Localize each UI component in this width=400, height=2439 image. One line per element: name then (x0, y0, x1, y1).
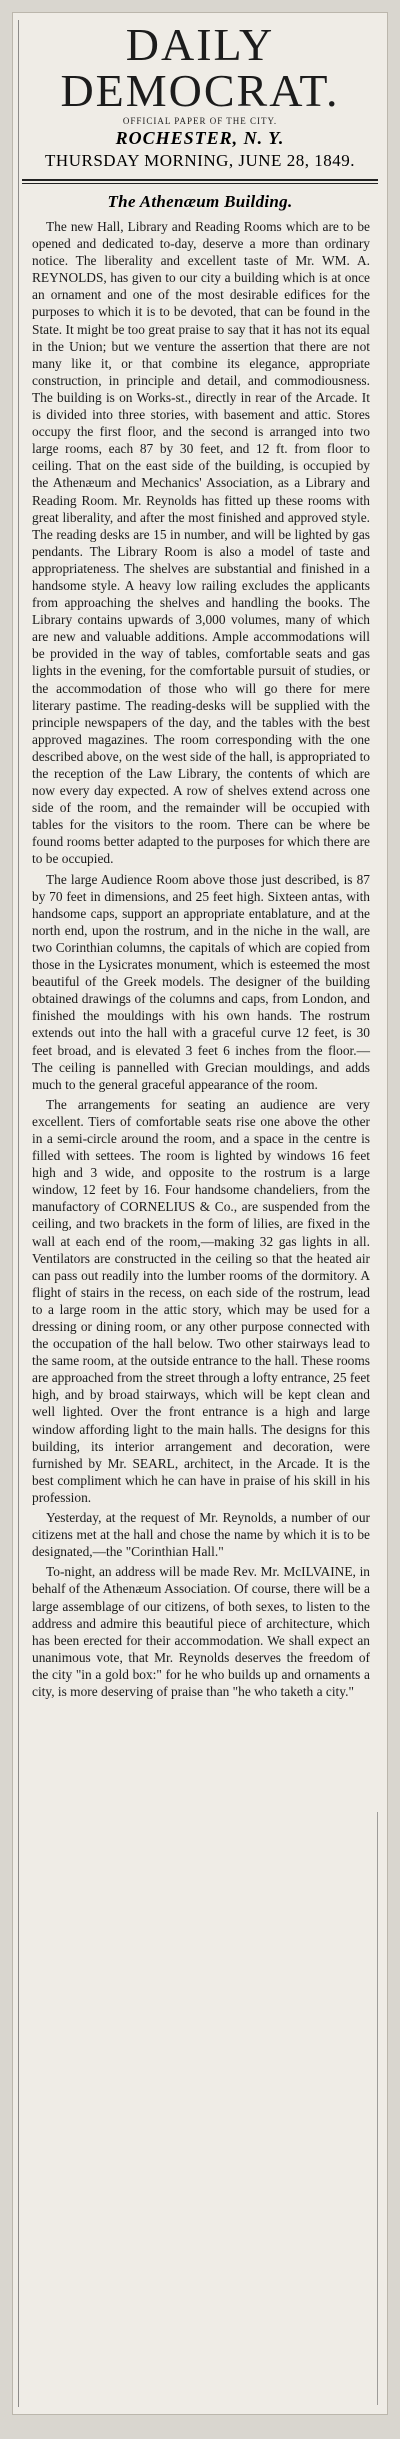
column-rule-right (377, 1812, 378, 2405)
masthead (12, 12, 388, 175)
article-paragraph: To-night, an address will be made Rev. Mr. McILVAINE, in behalf of the Athenæum Association. Of course, there will be a large assemblage of our citizens, of both sexes, to listen to the address and admire this beautiful piece of architecture, which has been erected for their accommodation. We shall expect an unanimous vote, that Mr. Reynolds deserves the freedom of the city "in a gold box:" for he who builds up and ornaments a city, is more deserving of praise than "he who taketh a city." (32, 1564, 370, 1699)
column-rule-left (18, 20, 19, 2407)
masthead-divider (22, 179, 378, 181)
article-paragraph: Yesterday, at the request of Mr. Reynolds, a number of our citizens met at the hall and chose the name by which it is to be designated,—the "Corinthian Hall." (32, 1510, 370, 1560)
newspaper-title: DAILY DEMOCRAT. (60, 19, 340, 116)
article-paragraph: The large Audience Room above those just described, is 87 by 70 feet in dimensions, and 25 feet high. Sixteen antas, with handsome caps, support an appropriate entablature, and at the north end, upon the rostrum, and in the niche in the wall, are two Corinthian columns, the capitals of which are copied from those in the Lysicrates monument, which is esteemed the most beautiful of the Greek models. The designer of the building obtained drawings of the columns and caps, from London, and finished the mouldings with his own hands. The rostrum extends out into the hall with a graceful curve 12 feet, is 30 feet broad, and is elevated 3 feet 6 inches from the floor.— The ceiling is pannelled with Grecian mouldings, and adds much to the general graceful appearance of the room. (32, 871, 370, 1092)
article-body (12, 218, 388, 1700)
official-paper-line: OFFICIAL PAPER OF THE CITY. (122, 116, 278, 126)
newspaper-page (12, 12, 388, 2415)
article-paragraph: The arrangements for seating an audience are very excellent. Tiers of comfortable seats rise one above the other in a semi-circle around the room, and a space in the centre is filled with settees. The room is lighted by windows 16 feet high and 3 wide, and opposite to the rostrum is a large window, 12 feet by 16. Four handsome chandeliers, from the manufactory of CORNELIUS & Co., are suspended from the ceiling, and two brackets in the form of lilies, are fixed in the wall at each end of the room,—making 32 gas lights in all. Ventilators are constructed in the ceiling so that the heated air can pass out readily into the lumber rooms of the dormitory. A flight of stairs in the recess, on each side of the rostrum, lead to a large room in the attic story, which may be used for a dressing or dining room, or any other purpose connected with the occupation of the hall below. Two other stairways lead to the same room, at the outside entrance to the hall. These rooms are approached from the street through a lofty entrance, 25 feet high, and by broad stairways, which will be kept clean and well lighted. Over the front entrance is a high and large window affording light to the main halls. The designs for this building, its interior arrangement and decoration, were furnished by Mr. SEARL, architect, in the Arcade. It is the best compliment which he can have in praise of his skill in his profession. (32, 1096, 370, 1505)
article (12, 192, 388, 1700)
article-paragraph: The new Hall, Library and Reading Rooms which are to be opened and dedicated to-day, deserve a more than ordinary notice. The liberality and excellent taste of Mr. WM. A. REYNOLDS, has given to our city a building which is at once an ornament and one of the most desirable edifices for the purposes to which it is to be devoted, that can be found in the State. It might be too great praise to say that it has not its equal in the Union; but we venture the assertion that there are not many like it, or that combine its elegance, appropriate construction, in principle and detail, and commodiousness. The building is on Works-st., directly in rear of the Arcade. It is divided into three stories, with basement and attic. Stores occupy the first floor, and the second is arranged into two large rooms, each 87 by 30 feet, and 12 ft. from floor to ceiling. That on the east side of the building, is occupied by the Athenæum and Mechanics' Association, as a Library and Reading Room. Mr. Reynolds has fitted up these rooms with great liberality, and after the most finished and approved style. The reading desks are 15 in number, and will be lighted by gas pendants. The Library Room is also a model of taste and appropriateness. The shelves are substantial and finished in a handsome style. A heavy low railing excludes the applicants from approaching the shelves and handling the books. The Library contains upwards of 3,000 volumes, many of which are new and valuable additions. Ample accommodations will be provided in the way of tables, comfortable seats and gas lights in the evening, for the comfortable pursuit of studies, or the accommodation of those who will go there for mere literary pastime. The reading-desks will be supplied with the principle newspapers of the day, and the tables with the best approved magazines. The room corresponding with the one described above, on the west side of the hall, is appropriated to the reception of the Law Library, the contents of which are now every day expected. A row of shelves extend across one side of the room, and the remainder will be occupied with tables for the visitors to the room. There can be where be found rooms better adapted to the purposes for which there are to be occupied. (32, 219, 370, 867)
city-line: ROCHESTER, N. Y. (115, 128, 285, 148)
article-headline: The Athenæum Building. (107, 192, 293, 211)
masthead-divider-thin (22, 183, 378, 184)
dateline: THURSDAY MORNING, JUNE 28, 1849. (45, 151, 355, 170)
